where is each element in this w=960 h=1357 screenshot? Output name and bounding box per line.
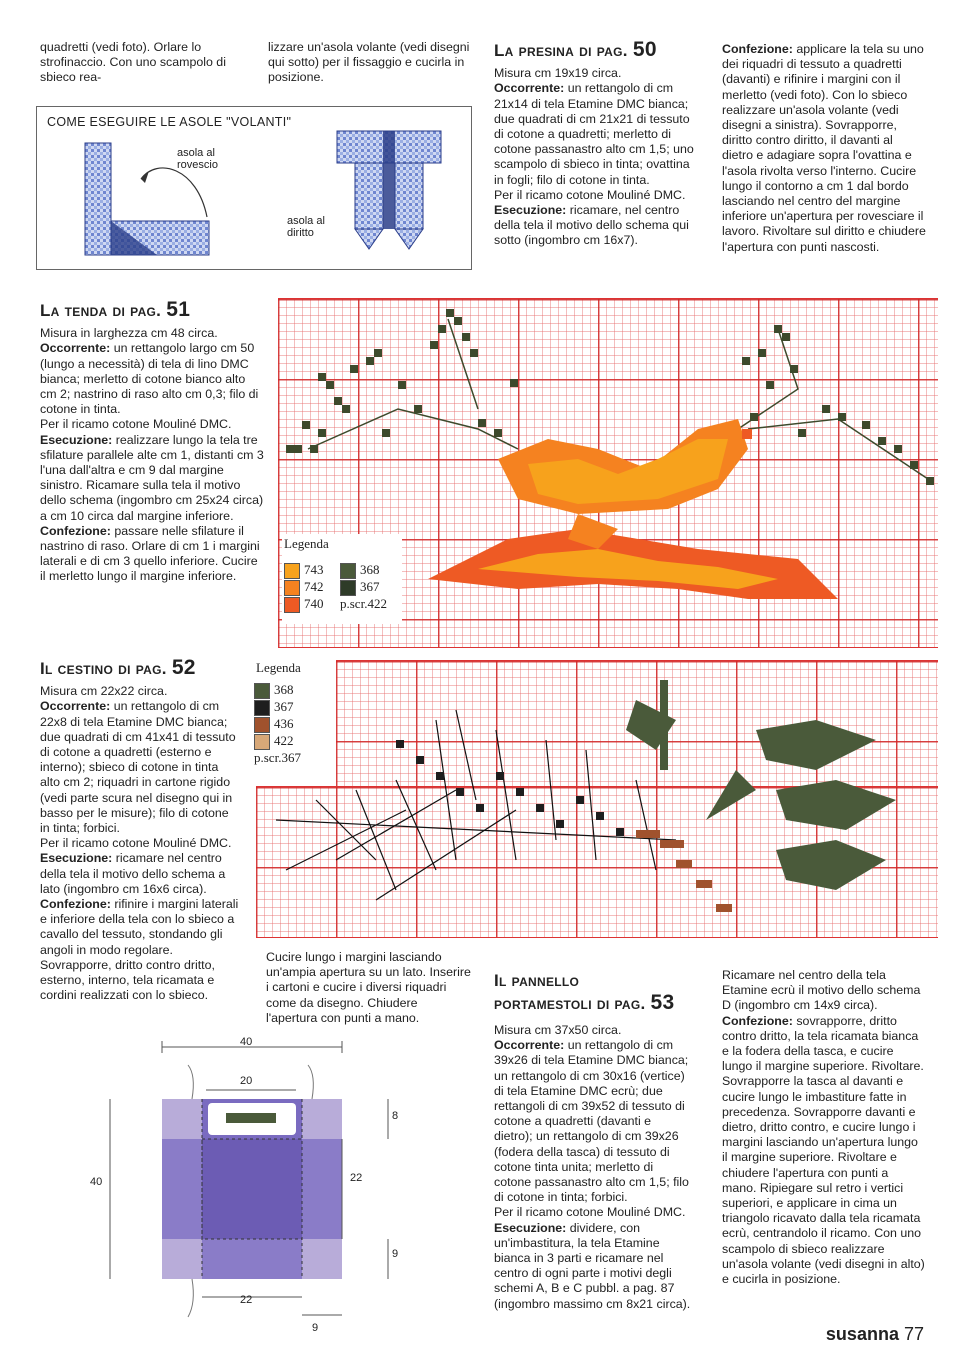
pannello-occ-text: un rettangolo di cm 39x26 di tela Etamine DMC bianca; un rettangolo di cm 30x16 (vertice) di tela Etamine DMC ecrù; due rettangoli di cm 39x52 di tessuto di cotone a quadretti (davanti e dietro); un rettangolo di cm 39x26 (fodera della tasca) di tessuto di cotone tinta unita; merletto di cotone passanastro alto cm 1,5; filo di cotone in tinta; forbici.	[494, 1038, 689, 1205]
top-text-col1	[40, 40, 250, 86]
pannello-esec-text: dividere, con un'imbastitura, la tela Etamine bianca in 3 parti e ricamare nel centro di ogni parte i motivi degli schemi A, B e C pubbl. a pag. 87 (ingombro massimo cm 8x21 circa).	[494, 1220, 691, 1311]
top-text-1: quadretti (vedi foto). Orlare lo strofinaccio. Con uno scampolo di sbieco rea-	[40, 40, 226, 85]
dim-w-inner: 20	[240, 1075, 253, 1087]
tenda-ricamo: Per il ricamo cotone Mouliné DMC.	[40, 417, 232, 432]
dim-w-top: 40	[240, 1036, 253, 1048]
cestino-cont-text: Cucire lungo i margini lasciando un'ampia apertura su un lato. Inserire i cartoni e cucire i diversi riquadri come da disegno. Chiudere l'apertura con punti a mano.	[266, 950, 471, 1025]
top-text-col2	[268, 40, 473, 86]
cestino-title: Il cestino di pag. 52	[40, 656, 196, 679]
legend2-422: 422	[274, 733, 294, 749]
dim-h-mid: 22	[350, 1172, 363, 1184]
cestino-ricamo: Per il ricamo cotone Mouliné DMC.	[40, 836, 232, 851]
presina-section	[494, 38, 700, 249]
legenda2-title: Legenda	[256, 660, 301, 675]
presina-esec-text: ricamare, nel centro della tela il motivo dello schema qui sotto (ingombro cm 16x7).	[494, 203, 689, 248]
presina-conf-label: Confezione:	[722, 42, 793, 56]
presina-conf-text: applicare la tela su uno dei riquadri di tessuto a quadretti (davanti) e rifinire i margini con il merletto (vedi foto). Con lo sbieco realizzare un'asola volante (vedi disegni a sinistra). Sovrapporre, diritto contro diritto, il davanti al dietro e adagiare sopra l'ovattina e l'asola rivolta verso l'interno. Cucire lungo il contorno a cm 1 dal bordo lasciando nel centro del margine inferiore un'apertura per rovesciare il lavoro. Rivoltare sul diritto e chiudere l'apertura con punti nascosti.	[722, 42, 926, 254]
legend2-pscr367: p.scr.367	[254, 750, 301, 766]
pannello-conf-label: Confezione:	[722, 1013, 793, 1028]
legenda1-title: Legenda	[284, 536, 329, 551]
top-text-2: lizzare un'asola volante (vedi disegni qui sotto) per il fissaggio e cucirla in posizione.	[268, 40, 470, 85]
dim-w-bot: 22	[240, 1294, 253, 1306]
swatch-367	[340, 580, 356, 596]
cestino-esec-text: ricamare nel centro della tela il motivo dello schema a lato (ingombro cm 16x6 circa).	[40, 851, 226, 896]
tenda-section	[40, 298, 264, 585]
presina-title: La presina di pag. 50	[494, 38, 657, 61]
pannello-section	[494, 970, 692, 1312]
page-footer	[826, 1324, 924, 1345]
tenda-esec-label: Esecuzione:	[40, 432, 113, 447]
pannello-title: Il pannello portamestoli di pag. 53	[494, 971, 675, 1014]
cestino-diagram	[96, 1035, 416, 1325]
tenda-occ-label: Occorrente:	[40, 341, 111, 356]
pannello-misura: Misura cm 37x50 circa.	[494, 1023, 622, 1037]
tenda-misura: Misura in larghezza cm 48 circa.	[40, 326, 218, 341]
footer-brand: susanna	[825, 1324, 899, 1344]
dim-w-corner: 9	[312, 1322, 319, 1334]
pannello-col2-text: Ricamare nel centro della tela Etamine ecrù il motivo dello schema D (ingombro cm 14x9 circa).	[722, 968, 921, 1013]
dim-h-top: 8	[392, 1110, 399, 1122]
legend1-pscr422: p.scr.422	[340, 596, 387, 612]
cestino-misura: Misura cm 22x22 circa.	[40, 684, 168, 699]
cestino-conf-label: Confezione:	[40, 897, 111, 912]
swatch-742	[284, 580, 300, 596]
cestino-conf-text: rifinire i margini laterali e inferiore della tela con lo sbieco a cavallo del tessuto, stondando gli angoli in modo regolare. Sovrapporre, dritto contro dritto, esterno, interno, tela ricamata e cordini realizzati con lo sbieco.	[40, 897, 239, 1003]
legend2-436: 436	[274, 716, 294, 732]
dim-h-left: 40	[90, 1176, 103, 1188]
presina-ricamo: Per il ricamo cotone Mouliné DMC.	[494, 187, 686, 202]
presina-confezione	[722, 42, 926, 255]
cestino-cont	[266, 950, 472, 1026]
tenda-conf-label: Confezione:	[40, 523, 111, 538]
pannello-occ-label: Occorrente:	[494, 1038, 565, 1053]
dim-h-bot: 9	[392, 1248, 399, 1260]
presina-occ-text: un rettangolo di cm 21x14 di tela Etamine DMC bianca; due quadrati di cm 21x21 di tessuto di cotone a quadretti; merletto di cotone passanastro alto cm 1,5; uno scampolo di sbieco in tinta; ovattina in fogli; filo di cotone in tinta.	[494, 81, 694, 187]
asole-title: COME ESEGUIRE LE ASOLE "VOLANTI"	[47, 115, 292, 129]
legend2-367: 367	[274, 699, 294, 715]
tenda-conf-text: passare nelle sfilature il nastrino di raso. Orlare di cm 1 i margini laterali e di cm 3 quello inferiore. Cucire il merletto lungo il margine inferiore.	[40, 523, 260, 584]
pannello-conf-text: sovrapporre, dritto contro dritto, la tela ricamata bianca e la fodera della tasca, e cucire lungo il margine superiore. Rivoltare. Sovrapporre la tasca al davanti e cucire lungo le imbastiture fatte in precedenza. Sovrapporre davanti e dietro, dritto contro, e cucire lungo i margini lasciando un'apertura lungo il margine superiore. Rivoltare e chiudere l'apertura con punti a mano. Ripiegare sul retro i vertici superiori, e applicare in cima un triangolo ricavato dalla tela ricamata ecrù, centrandolo il ricamo. Con uno scampolo di sbieco realizzare un'asola volante (vedi disegni in alto) e cucirla in posizione.	[722, 1013, 925, 1287]
tenda-title: La tenda di pag. 51	[40, 298, 191, 321]
swatch-740	[284, 597, 300, 613]
label-rovescio: asola al rovescio	[177, 147, 218, 171]
legend1-368: 368	[360, 562, 380, 577]
tenda-esec-text: realizzare lungo la tela tre sfilature parallele alte cm 1, distanti cm 3 l'una dall'altra e cm 9 dal margine sinistro. Ricamare sulla tela il motivo dello schema (ingombro cm 25x24 circa) a cm 10 circa dal margine inferiore.	[40, 432, 264, 523]
pannello-esec-label: Esecuzione:	[494, 1220, 567, 1235]
pannello-col2	[722, 968, 926, 1287]
presina-misura: Misura cm 19x19 circa.	[494, 66, 622, 81]
pine-motif	[256, 660, 938, 936]
swatch-743	[284, 563, 300, 579]
legend2-368: 368	[274, 682, 294, 697]
asole-box	[36, 106, 472, 270]
page-number: 77	[903, 1324, 924, 1344]
asola-rovescio-drawing	[37, 107, 471, 269]
legend1-743: 743	[304, 562, 324, 577]
label-diritto: asola al diritto	[287, 215, 325, 239]
cestino-section	[40, 656, 240, 1003]
cestino-esec-label: Esecuzione:	[40, 851, 113, 866]
legend1-742: 742	[304, 579, 324, 595]
tenda-occ-text: un rettangolo largo cm 50 (lungo a necessità) di tela di lino DMC bianca; merletto di cotone bianco alto cm 2; nastrino di raso alto cm 0,3; filo di cotone in tinta.	[40, 341, 259, 417]
presina-esec-label: Esecuzione:	[494, 203, 567, 218]
presina-occ-label: Occorrente:	[494, 81, 565, 96]
legenda-bird	[282, 534, 402, 624]
pannello-ricamo: Per il ricamo cotone Mouliné DMC.	[494, 1205, 686, 1220]
legend1-367: 367	[360, 579, 380, 595]
legend1-740: 740	[304, 596, 324, 612]
swatch-368	[340, 563, 356, 579]
cestino-occ-text: un rettangolo di cm 22x8 di tela Etamine DMC bianca; due quadrati di cm 41x41 di tessuto di cotone a quadretti (esterno e interno); sbieco di cotone in tinta alto cm 2; riquadri in cartone rigido (vedi parte scura nel disegno qui in basso per le misure); filo di cotone in tinta; forbici.	[40, 699, 236, 836]
cestino-occ-label: Occorrente:	[40, 699, 111, 714]
